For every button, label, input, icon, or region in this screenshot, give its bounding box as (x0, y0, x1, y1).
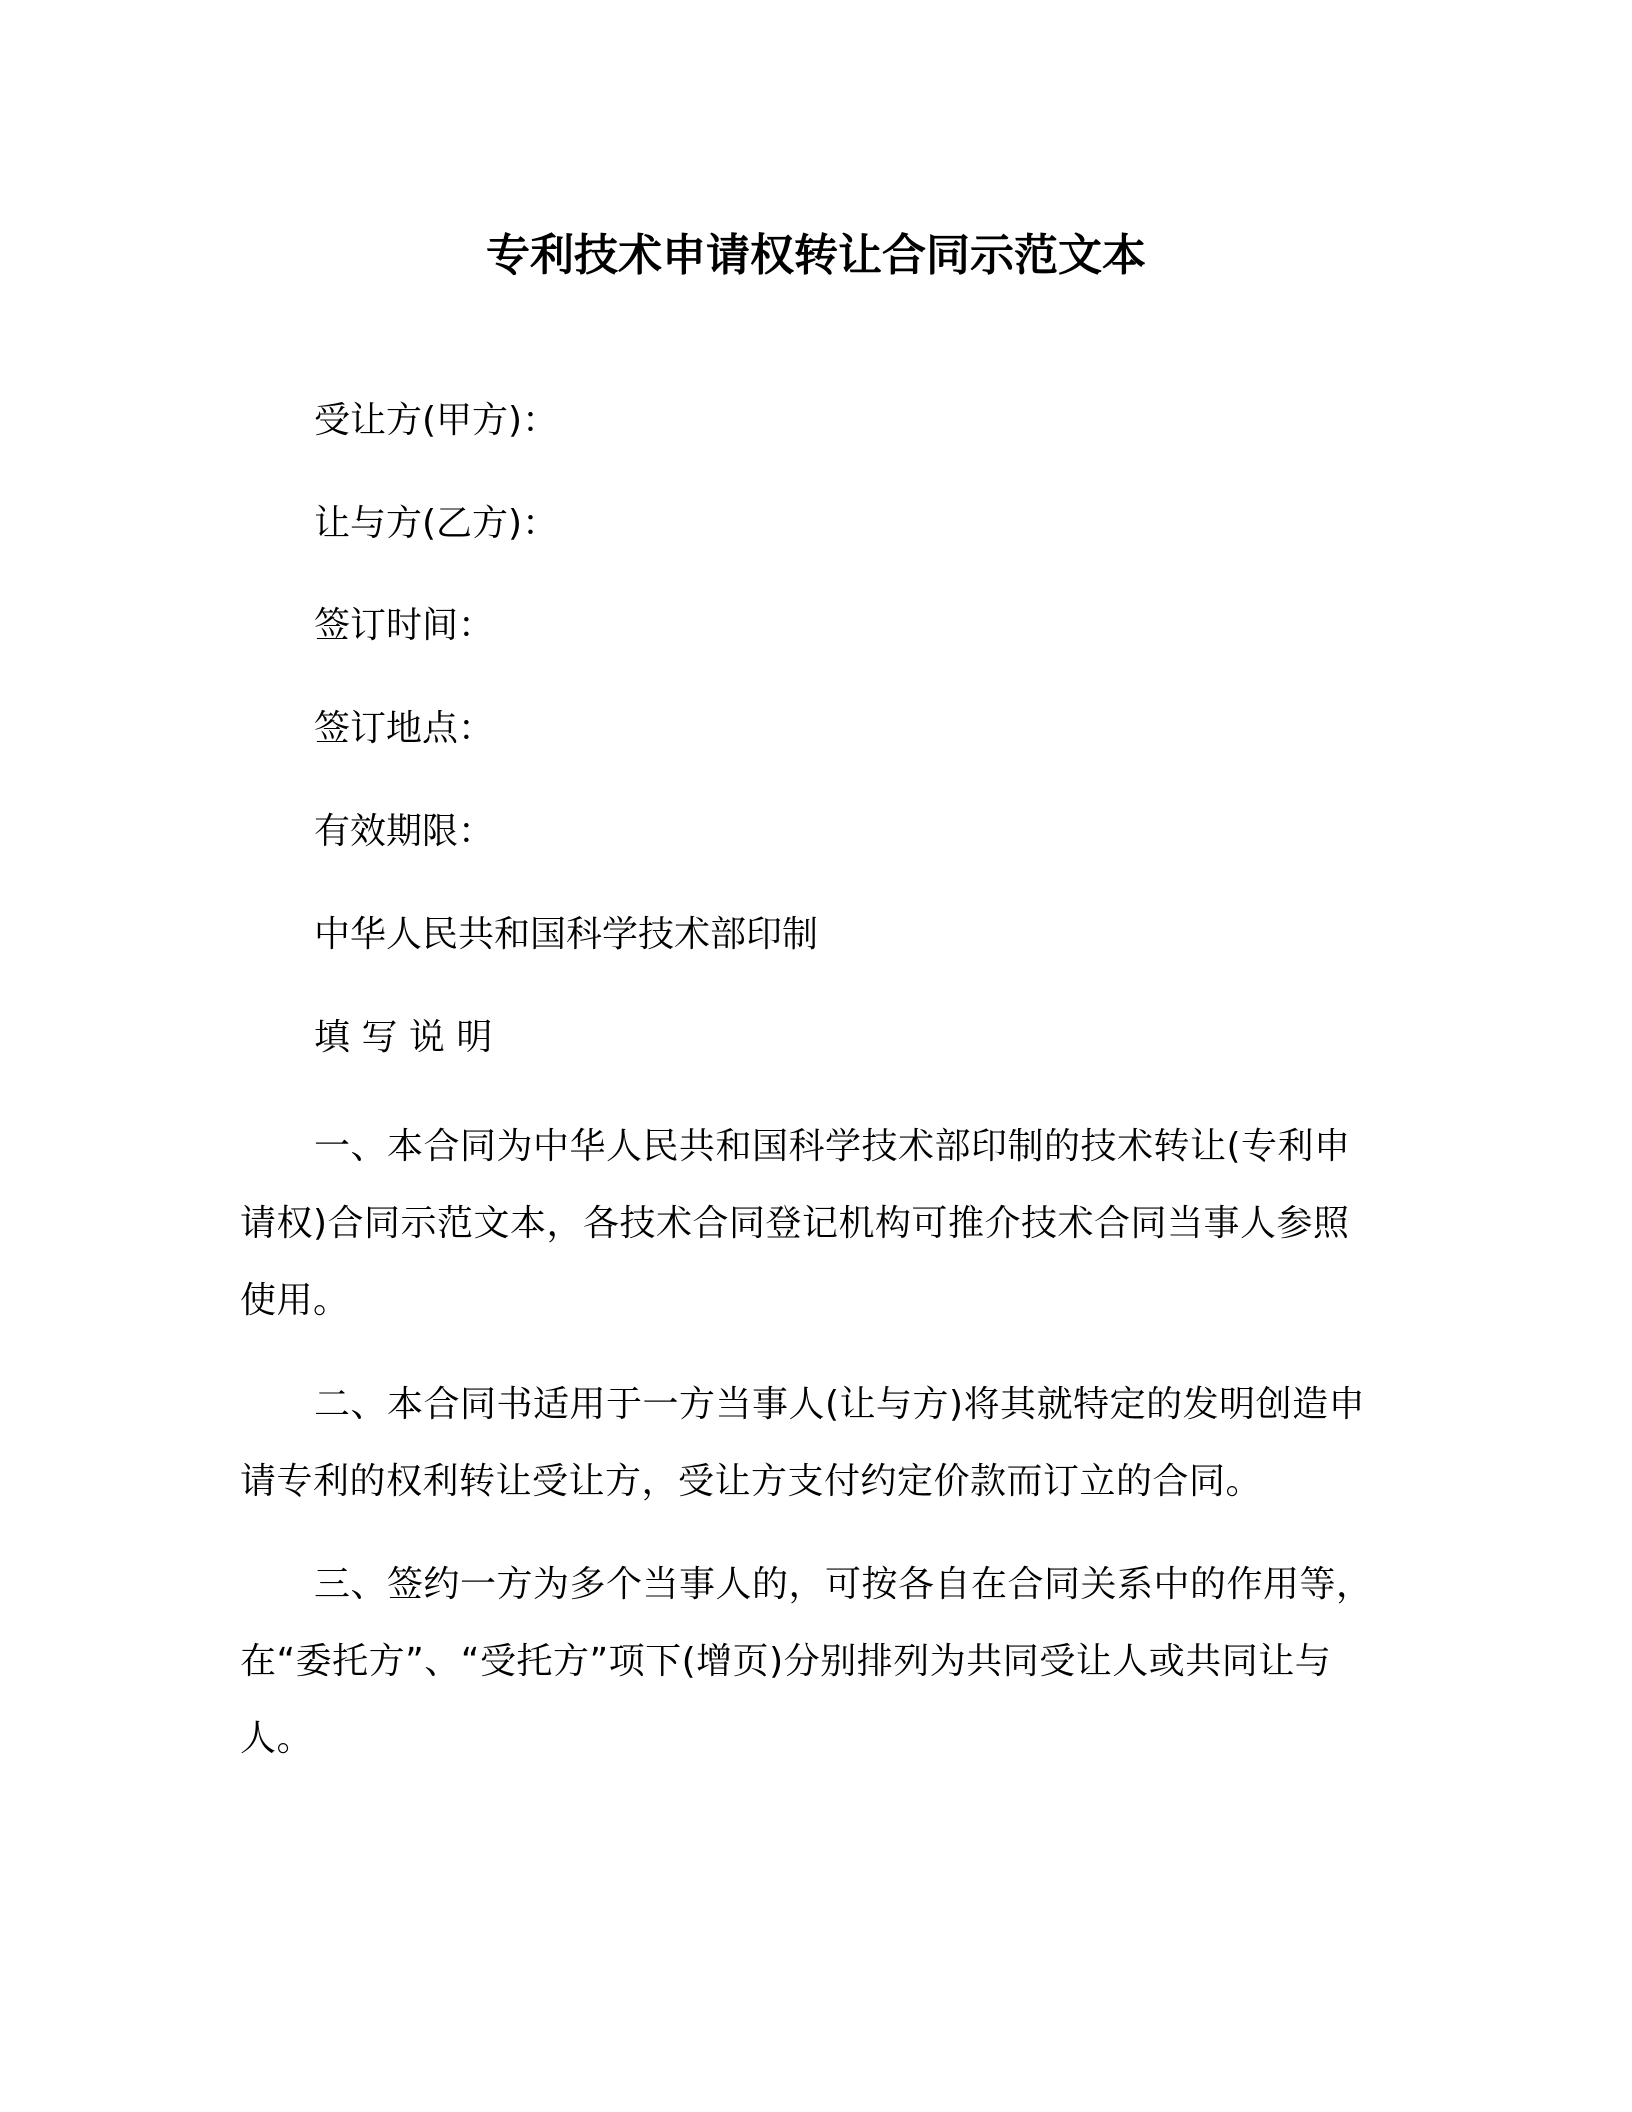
issuer-line: 中华人民共和国科学技术部印制 (314, 914, 819, 955)
sign-time-field-label: 签订时间： (314, 605, 495, 646)
validity-field-label: 有效期限： (314, 811, 495, 852)
transferee-field-label: 受让方(甲方)： (314, 400, 559, 441)
instructions-heading: 填 写 说 明 (314, 1017, 493, 1058)
sign-place-field-label: 签订地点： (314, 708, 495, 749)
transferor-field-label: 让与方(乙方)： (314, 503, 559, 544)
instruction-paragraph-2: 二、本合同书适用于一方当事人(让与方)将其就特定的发明创造申请专利的权利转让受让方，受让方支付约定价款而订立的合同。 (240, 1384, 1366, 1502)
document-title: 专利技术申请权转让合同示范文本 (486, 230, 1146, 281)
instruction-paragraph-3: 三、签约一方为多个当事人的，可按各自在合同关系中的作用等，在“委托方”、“受托方”项下(增页)分别排列为共同受让人或共同让与人。 (240, 1564, 1373, 1759)
instruction-paragraph-1: 一、本合同为中华人民共和国科学技术部印制的技术转让(专利申请权)合同示范文本，各技术合同登记机构可推介技术合同当事人参照使用。 (240, 1126, 1351, 1321)
